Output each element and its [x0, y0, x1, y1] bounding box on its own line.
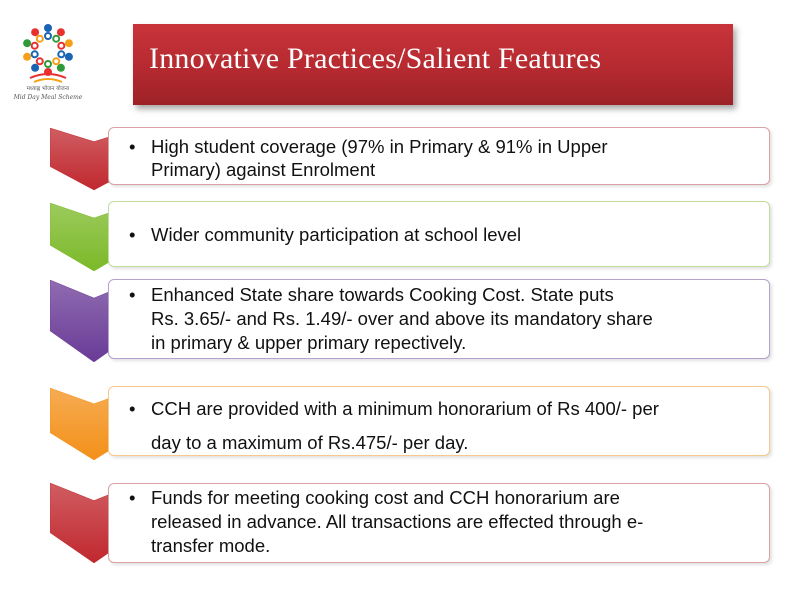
mid-day-meal-logo [8, 20, 88, 110]
feature-text-line: CCH are provided with a minimum honorarium of Rs 400/- per [151, 398, 659, 419]
feature-card [108, 483, 770, 563]
bullet-icon: • [129, 224, 136, 245]
bullet-icon: • [129, 398, 136, 419]
bullet-icon: • [129, 284, 136, 305]
feature-card [108, 127, 770, 185]
feature-text-line: Rs. 3.65/- and Rs. 1.49/- over and above its mandatory share [151, 308, 653, 329]
logo-caption-english: Mid Day Meal Scheme [13, 94, 83, 101]
bullet-icon: • [129, 136, 136, 157]
logo-caption-hindi: मध्याह्न भोजन योजना [26, 86, 70, 92]
title-banner [133, 24, 733, 105]
feature-card [108, 386, 770, 456]
feature-card [108, 279, 770, 359]
feature-text-line: Wider community participation at school level [151, 224, 522, 245]
feature-text-line: day to a maximum of Rs.475/- per day. [151, 432, 469, 453]
feature-text-line: Primary) against Enrolment [151, 159, 376, 180]
feature-text-line: Funds for meeting cooking cost and CCH honorarium are [151, 487, 620, 508]
feature-text-line: High student coverage (97% in Primary & 91% in Upper [151, 136, 608, 157]
feature-text-line: Enhanced State share towards Cooking Cost. State puts [151, 284, 614, 305]
feature-card [108, 201, 770, 267]
logo-figures-icon [8, 20, 88, 90]
feature-text-line: transfer mode. [151, 535, 271, 556]
bullet-icon: • [129, 487, 136, 508]
slide-title: Innovative Practices/Salient Features [149, 42, 602, 75]
feature-text-line: released in advance. All transactions are effected through e- [151, 511, 644, 532]
feature-text-line: in primary & upper primary repectively. [151, 332, 467, 353]
